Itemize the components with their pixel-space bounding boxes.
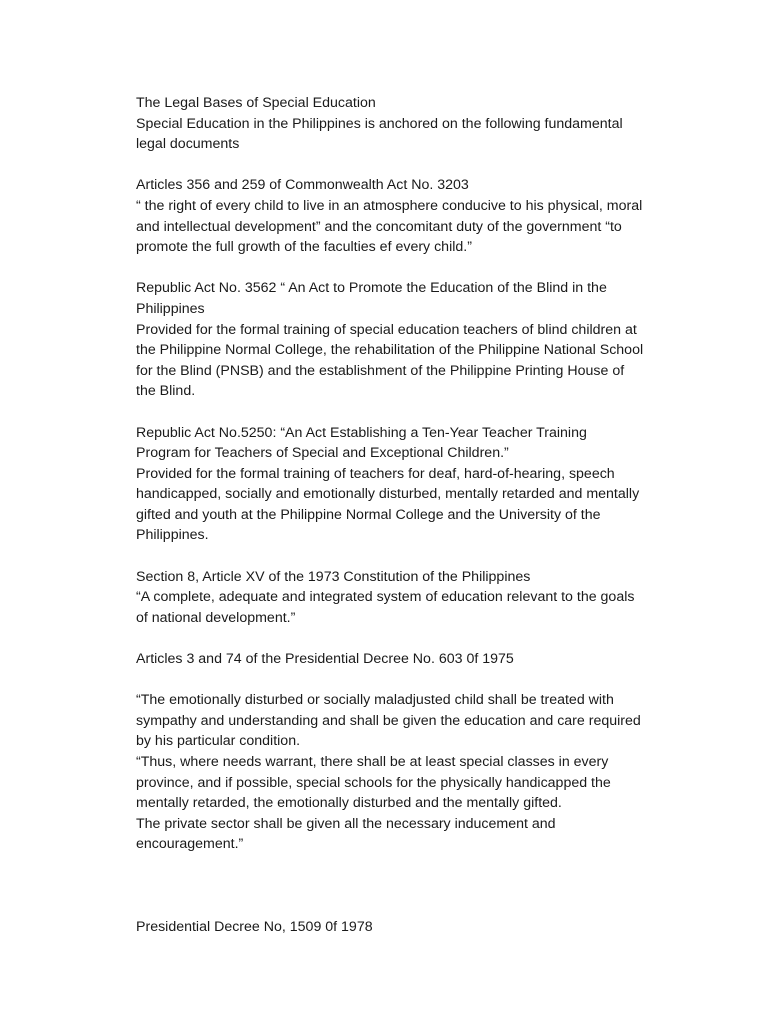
- ra3562-body-line: the Philippine Normal College, the rehabilitation of the Philippine National School: [136, 342, 644, 359]
- pd603-body-line: mentally retarded, the emotionally disturbed and the mentally gifted.: [136, 795, 562, 812]
- paragraph-gap: [136, 855, 736, 917]
- paragraph-gap: [136, 546, 736, 567]
- ra5250-body-line: gifted and youth at the Philippine Normal College and the University of the: [136, 506, 601, 523]
- pd603-body-line: “Thus, where needs warrant, there shall be at least special classes in every: [136, 754, 609, 770]
- section-heading-ra5250: Program for Teachers of Special and Exceptional Children.”: [136, 445, 509, 462]
- section-heading-constitution: Section 8, Article XV of the 1973 Constitution of the Philippines: [136, 568, 531, 585]
- section-heading-ra3562: Philippines: [136, 300, 205, 317]
- section-heading-pd603: Articles 3 and 74 of the Presidential Decree No. 603 0f 1975: [136, 651, 514, 668]
- constitution-body-line: of national development.”: [136, 609, 296, 626]
- section-heading-ra3562: Republic Act No. 3562 “ An Act to Promote the Education of the Blind in the: [136, 280, 607, 297]
- section-heading-ra5250: Republic Act No.5250: “An Act Establishing a Ten-Year Teacher Training: [136, 424, 587, 441]
- document-title: The Legal Bases of Special Education: [136, 95, 376, 111]
- ra5250-body-line: Philippines.: [136, 527, 209, 544]
- intro-line: legal documents: [136, 136, 240, 153]
- paragraph-gap: [136, 258, 736, 279]
- section-heading-pd1509: Presidential Decree No, 1509 0f 1978: [136, 918, 373, 935]
- paragraph-gap: [136, 670, 736, 691]
- ra3562-body-line: Provided for the formal training of special education teachers of blind children at: [136, 321, 637, 338]
- intro-line: Special Education in the Philippines is anchored on the following fundamental: [136, 115, 623, 132]
- commonwealth-body-line: and intellectual development” and the concomitant duty of the government “to: [136, 218, 622, 235]
- pd603-body-line: “The emotionally disturbed or socially maladjusted child shall be treated with: [136, 692, 614, 709]
- pd603-body-line: province, and if possible, special schools for the physically handicapped the: [136, 774, 611, 791]
- section-heading-commonwealth: Articles 356 and 259 of Commonwealth Act No. 3203: [136, 177, 469, 194]
- pd603-body-line: sympathy and understanding and shall be given the education and care required: [136, 712, 641, 729]
- document-body: [136, 93, 736, 937]
- commonwealth-body-line: promote the full growth of the faculties ef every child.”: [136, 239, 472, 256]
- ra3562-body-line: for the Blind (PNSB) and the establishment of the Philippine Printing House of: [136, 362, 625, 379]
- paragraph-gap: [136, 628, 736, 649]
- paragraph-gap: [136, 402, 736, 423]
- ra5250-body-line: handicapped, socially and emotionally disturbed, mentally retarded and mentally: [136, 486, 640, 503]
- pd603-body-line: by his particular condition.: [136, 733, 301, 750]
- constitution-body-line: “A complete, adequate and integrated system of education relevant to the goals: [136, 589, 635, 606]
- commonwealth-body-line: “ the right of every child to live in an atmosphere conducive to his physical, moral: [136, 197, 643, 214]
- paragraph-gap: [136, 155, 736, 176]
- pd603-body-line: The private sector shall be given all the necessary inducement and: [136, 815, 556, 832]
- ra3562-body-line: the Blind.: [136, 383, 196, 400]
- pd603-body-line: encouragement.”: [136, 836, 244, 853]
- ra5250-body-line: Provided for the formal training of teachers for deaf, hard-of-hearing, speech: [136, 465, 615, 482]
